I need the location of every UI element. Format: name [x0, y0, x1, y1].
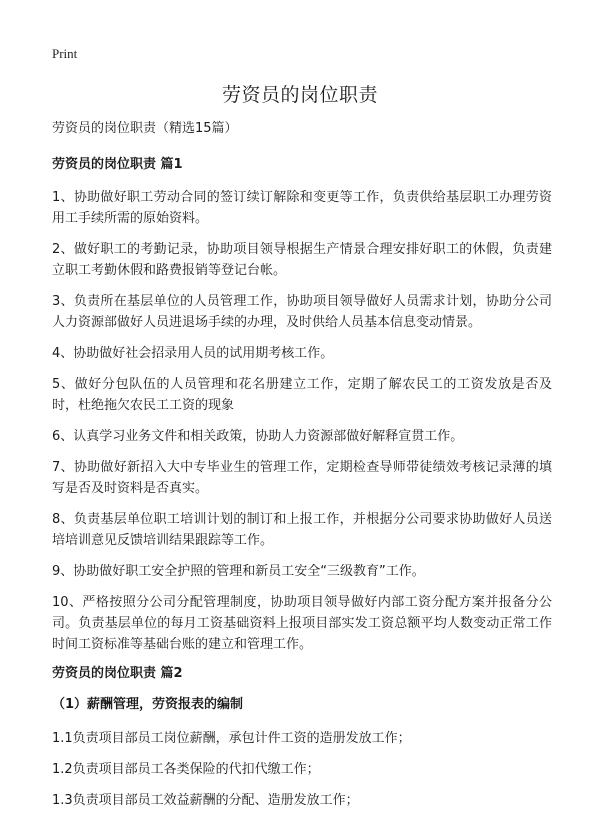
list-item: 6、认真学习业务文件和相关政策，协助人力资源部做好解释宣贯工作。	[52, 429, 464, 444]
list-item: 8、负责基层单位职工培训计划的制订和上报工作，并根据分公司要求协助做好人员送培培训意见反馈培训结果跟踪等工作。	[52, 512, 552, 548]
list-item: 1.3负责项目部员工效益薪酬的分配、造册发放工作；	[52, 793, 359, 808]
list-item: 1.2负责项目部员工各类保险的代扣代缴工作；	[52, 762, 320, 777]
list-item: 10、严格按照分公司分配管理制度，协助项目领导做好内部工资分配方案并报备分公司。负责基层单位的每月工资基础资料上报项目部实发工资总额平均人数变动正常工作时间工资标准等基础台账的建立和管理工作。	[52, 595, 552, 652]
document-subtitle: 劳资员的岗位职责（精选15篇）	[52, 121, 238, 136]
list-item: 1.1负责项目部员工岗位薪酬，承包计件工资的造册发放工作；	[52, 731, 411, 746]
section-heading-1: 劳资员的岗位职责 篇1	[52, 157, 183, 172]
list-item: 7、协助做好新招入大中专毕业生的管理工作，定期检查导师带徒绩效考核记录薄的填写是否及时资料是否真实。	[52, 460, 552, 496]
list-item: 5、做好分包队伍的人员管理和花名册建立工作，定期了解农民工的工资发放是否及时，杜绝拖欠农民工工资的现象	[52, 377, 552, 413]
list-item: 2、做好职工的考勤记录，协助项目领导根据生产情景合理安排好职工的休假，负责建立职工考勤休假和路费报销等登记台帐。	[52, 242, 552, 278]
print-link[interactable]: Print	[52, 46, 78, 61]
section-subheading: （1）薪酬管理，劳资报表的编制	[52, 697, 244, 712]
list-item: 9、协助做好职工安全护照的管理和新员工安全“三级教育”工作。	[52, 564, 425, 579]
list-item: 3、负责所在基层单位的人员管理工作，协助项目领导做好人员需求计划，协助分公司人力资源部做好人员进退场手续的办理，及时供给人员基本信息变动情景。	[52, 294, 552, 330]
document-body	[52, 120, 552, 821]
section-heading-2: 劳资员的岗位职责 篇2	[52, 666, 183, 681]
list-item: 1、协助做好职工劳动合同的签订续订解除和变更等工作，负责供给基层职工办理劳资用工手续所需的原始资料。	[52, 190, 552, 226]
list-item: 4、协助做好社会招录用人员的试用期考核工作。	[52, 346, 334, 361]
page-title: 劳资员的岗位职责	[221, 84, 378, 106]
